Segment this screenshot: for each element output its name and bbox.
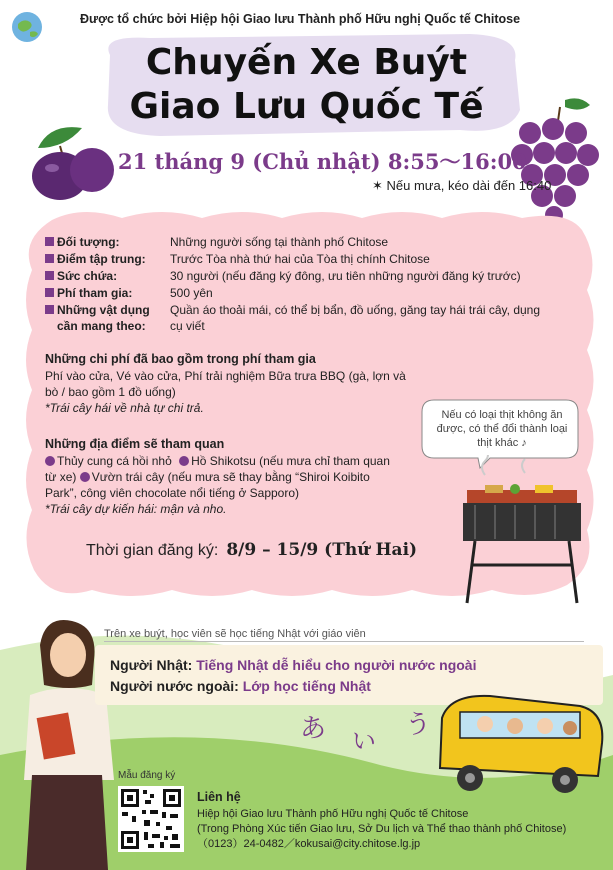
event-date: 21 tháng 9 (Chủ nhật) 8:55〜16:00 <box>118 149 527 174</box>
divider <box>104 641 584 642</box>
title-line-2: Giao Lưu Quốc Tế <box>129 86 484 127</box>
bbq-grill-illustration <box>455 455 590 605</box>
qr-label: Mẫu đăng ký <box>118 770 176 781</box>
japanese-line: Người Nhật: Tiếng Nhật dễ hiểu cho người nước ngoài <box>110 657 477 673</box>
fees-text: Phí vào cửa, Vé vào cửa, Phí trải nghiệm Bữa trưa BBQ (gà, lợn và bò / bao gồm 1 đồ uống) *Trái cây hái về nhà tự chi trả. <box>45 369 406 415</box>
detail-target-label: Đối tượng: <box>45 234 120 250</box>
places-text: Thủy cung cá hồi nhỏ Hồ Shikotsu (nếu mưa chỉ tham quan từ xe) Vườn trái cây (nếu mưa sẽ thay bằng “Shiroi Koibito Park”, công viên chocolate nổi tiếng ở Sapporo) *Trái cây dự kiến hái: mận và nho. <box>45 454 390 516</box>
rain-note: ✶ Nếu mưa, kéo dài đến 16:40 <box>372 178 552 193</box>
registration-period: Thời gian đăng ký: 8/9 – 15/9 (Thứ Hai) <box>86 540 418 560</box>
kana-i: い <box>352 727 376 755</box>
detail-capacity-value: 30 người (nếu đăng ký đông, ưu tiên những người đăng ký trước) <box>170 269 521 283</box>
contact-line-1: Hiệp hội Giao lưu Thành phố Hữu nghị Quốc tế Chitose <box>197 808 469 820</box>
detail-target-value: Những người sống tại thành phố Chitose <box>170 235 389 249</box>
kana-letters <box>290 705 450 755</box>
detail-meeting-label: Điểm tập trung: <box>45 251 146 267</box>
places-title: Những địa điểm sẽ tham quan <box>45 437 225 451</box>
detail-fee-value: 500 yên <box>170 286 213 300</box>
contact-title: Liên hệ <box>197 790 241 804</box>
detail-bring-label: Những vật dụng cần mang theo: <box>45 302 150 334</box>
contact-line-3[interactable]: （0123）24-0482／kokusai@city.chitose.lg.jp <box>197 838 421 850</box>
kana-a: あ <box>300 714 327 744</box>
kana-u: う <box>405 710 432 740</box>
association-logo <box>8 8 46 46</box>
detail-capacity-label: Sức chứa: <box>45 268 117 284</box>
bus-lesson-note: Trên xe buýt, học viên sẽ học tiếng Nhật với giáo viên <box>104 628 366 640</box>
detail-meeting-value: Trước Tòa nhà thứ hai của Tòa thị chính Chitose <box>170 252 430 266</box>
title-line-1: Chuyến Xe Buýt <box>145 42 468 83</box>
contact-block <box>197 790 566 852</box>
fees-title: Những chi phí đã bao gồm trong phí tham gia <box>45 352 316 366</box>
foreigner-line: Người nước ngoài: Lớp học tiếng Nhật <box>110 678 371 694</box>
organizer-text: Được tổ chức bởi Hiệp hội Giao lưu Thành phố Hữu nghị Quốc tế Chitose <box>80 12 521 26</box>
bubble-text: Nếu có loại thịt không ăn được, có thể đổi thành loại thịt khác ♪ <box>436 409 568 449</box>
contact-line-2: (Trong Phòng Xúc tiến Giao lưu, Sở Du lịch và Thể thao thành phố Chitose) <box>197 823 567 835</box>
detail-bring-value: Quần áo thoải mái, có thể bị bẩn, đồ uống, găng tay hái trái cây, dụng cụ viết <box>170 303 541 333</box>
registration-qr-code[interactable] <box>118 786 184 852</box>
detail-fee-label: Phí tham gia: <box>45 285 132 301</box>
school-bus-illustration <box>430 688 610 798</box>
plum-illustration <box>20 118 120 208</box>
